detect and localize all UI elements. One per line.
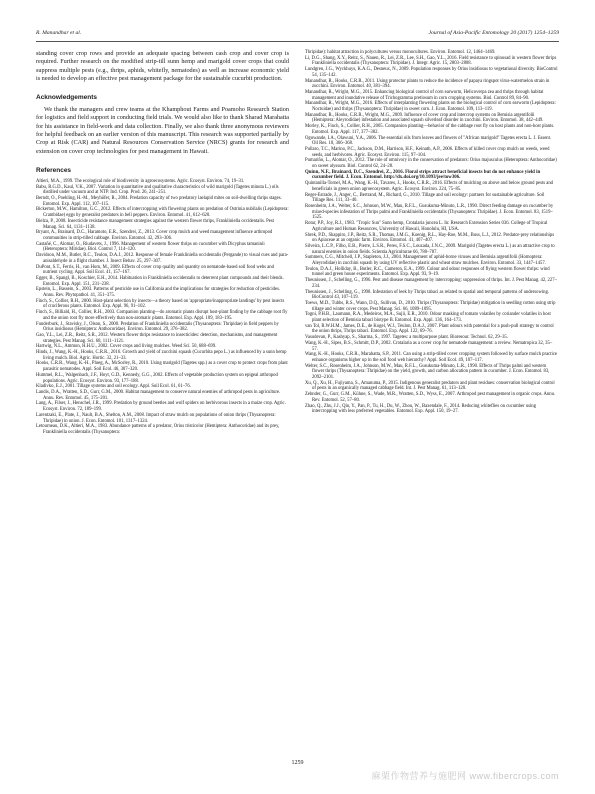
reference-entry: Hinds, J., Wang, K.-H., Hooks, C.R.R., 2016. Growth and yield of zucchini squash (Cucurbita pepo L.) as influenced by a sunn hemp living mulch. Biol. Agric. Hortic. 32, 21–33. xyxy=(36,350,287,361)
reference-entry: Reger-Estrade, J., Anger, C., Bertrand, M., Richard, G., 2010. Tillage and soil ecology: partners for sustainable agriculture. Soil Tillage Res. 111, 33–40. xyxy=(305,192,545,204)
reference-entry: Berndt, O., Poehling, H.-M., Meyhöfer, R., 2004. Predation capacity of two predatory laelapid mites on soil-dwelling thrips stages. Entomol. Exp. Appl. 112, 107–115. xyxy=(36,196,282,207)
reference-entry: Toews, M.D., Tubbs, R.S., Wann, D.Q., Sullivan, D., 2010. Thrips (Thysanoptera: Thripidae) mitigation in seedling cotton using strip tillage and winter cover crops. Pest Manag. Sci. 66, 1089–1095. xyxy=(305,300,556,312)
reference-entry: Summers, C.G., Mitchell, J.P., Stapleton, J.J., 2004. Management of aphid-borne viruses and Bemisia argentifolii (Homoptera: Aleyrodidae) in zucchini squash by using UV reflective plastic and wheat straw mulches. Environ. Entomol. 33, 1447–1457. xyxy=(305,255,546,267)
reference-entry: Letourneau, D.K., Altieri, M.A., 1983. Abundance patterns of a predator, Orius tristicolor (Hemiptera: Anthocoridae) and its prey, Frankliniella occidentalis (Thysanoptera: xyxy=(36,424,280,435)
reference-entry: Epstein, L., Bassein, S., 2003. Patterns of pesticide use in California and the implications for strategies for reduction of pesticides. Annu. Rev. Phytopathol. 41, 351–375. xyxy=(36,287,281,299)
acknowledgements-paragraph: We thank the managers and crew teams at the Khamphout Farms and Poamoho Research Station for logistics and field support in conducting field trials. We would also like to thank Sharad Marahatta for his assistance in field-work and data collection. Finally, we also thank three anonymous reviewers for helpful feedback on an earlier version of this manuscript. This research was supported partially by Crop at Risk (CAR) and Natural Resources Conservation Service (NRCS) grants for research and extension on cover crop technologies for pest management in Hawaii. xyxy=(36,106,289,155)
reference-list-left xyxy=(36,179,289,436)
reference-entry: Hartwig, N.L., Ammon, H.H.U., 2002. Cover crops and living mulches. Weed Sci. 50, 688–699. xyxy=(36,344,217,350)
header-authors: R. Manandhar et al. xyxy=(36,30,82,36)
reference-entry: Bielza, P., 2008. Insecticide resistance management strategies against the western flower thrips, Frankliniella occidentalis. Pest Manag. Sci. 64, 1131–1138. xyxy=(36,218,274,230)
references-heading: References xyxy=(36,166,72,174)
reference-entry: Morley, K., Finch, S., Collier, R.H., 2005. Companion planting—behavior of the cabbage root fly on host plants and non-host plants. Entomol. Exp. Appl. 117, 377–382. xyxy=(305,124,555,135)
reference-entry: Pumariño, L., Alomar, O., 2012. The role of omnivory in the conservation of predators: Orius majusculus (Heteroptera: Anthocoridae) on sweet alyssum. Biol. Control 62, 24–28. xyxy=(305,158,557,170)
reference-entry: Theunissen, J., Schelling, G., 1996. Pest and disease management by intercropping: suppression of thrips. Int. J. Pest Manag. 42, 227–234. xyxy=(305,278,557,289)
reference-entry: Li, D.G., Shang, X.Y., Reitz, S., Nauen, R., Lei, Z.R., Lee, S.H., Gao, Y.L., 2016. Field resistance to spinosad in western flower thrips Frankliniella occidentalis (Thysanoptera: Thripidae). J. Integr. Agric. 15, 2803–2808. xyxy=(305,55,557,67)
reference-entry: Bickerton, M.W., Hamilton, G.C., 2012. Effects of intercropping with flowering plants on predation of Ostrinia nubilalis (Lepidoptera: Crambidae) eggs by generalist predators in bell peppers. Environ. Entomol. 41, 612–620. xyxy=(36,207,289,219)
running-header xyxy=(36,30,559,40)
site-watermark: 麻栗作物营养与施肥网 www.fibercrops.com xyxy=(371,771,559,781)
reference-entry: Teulon, D.A.J., Holliday, B., Butler, R.C., Cameron, E.A., 1999. Colour and odour responses of flying western flower thrips: wind tunnel and green house experiments. Entomol. Exp. Appl. 93, 9–19. xyxy=(305,266,550,278)
reference-entry: Thripidae): habitat attraction in polycultures versus monocultures. Environ. Entomol. 12, 1464–1469. xyxy=(305,50,496,55)
reference-entry: Oguwande, I.A., Olawuni, Y.A., 2006. The essential oils from leaves and flowers of "African marigold" Tagetes erecta L. J. Essent. Oil Res. 18, 366–368. xyxy=(305,135,552,147)
reference-entry: Bryant, A., Brainard, D.C., Haramoto, E.R., Szendrei, Z., 2013. Cover crop mulch and weed management influence arthropod communities in strip-tilled cabbage. Environ. Entomol. 42, 293–306. xyxy=(36,230,273,241)
reference-entry: Welter, S.C., Rosenheim, J.A., Johnson, M.W., Mau, R.F.L., Gusukuma-Minuto, L.R., 1990. Effects of Thrips palmi and western flower thrips (Thysanoptera: Thripidae) on the yield, growth, and carbon allocation pattern in cucumber. J. Econ. Entomol. 83, 2092–2101. xyxy=(305,363,550,381)
reference-entry: Landis, D.A., Wratten, S.D., Gurr, G.M., 2000. Habitat management to conserve natural enemies of arthropod pests in agriculture. Annu. Rev. Entomol. 45, 175–201. xyxy=(36,389,281,401)
reference-entry: Hummel, R.L., Walgenbach, J.F., Hoyt, G.D., Kennedy, G.G., 2002. Effects of vegetable production system on epigeal arthropod populations. Agric. Ecosyst. Environ. 93, 177–188. xyxy=(36,372,278,384)
reference-entry: Manandhar, R., Wright, M.G., 2015. Enhancing biological control of corn earworm, Helicoverpa zea and thrips through habitat management and inundative release of Trichogramma pretiosum in corn cropping systems. Biol. Control 89, 84–90. xyxy=(305,89,544,101)
reference-entry: Wang, K.-H., Sipes, B.S., Schmitt, D.P., 2002. Crotalaria as a cover crop for nematode management: a review. Nematropica 32, 35–57. xyxy=(305,340,553,352)
acknowledgements-heading: Acknowledgements xyxy=(36,94,98,102)
reference-entry: Rosenheim, J.A., Welter, S.C., Johnson, M.W., Mau, R.F.L., Gusukuma-Minuto, L.R., 1990. Direct feeding damage on cucumber by mixed-species infestation of Thrips palmi and Frankliniella occidentalis (Thysanoptera: Thripidae). J. Econ. Entomol. 83, 1519–1525. xyxy=(305,203,554,221)
reference-entry: Theunissen, J., Schelling, G., 1998. Infestation of leek by Thrips tabaci as related to spatial and temporal patterns of undersowing. BioControl 43, 107–119. xyxy=(305,289,549,301)
reference-entry: Larentzaki, E., Plate, J., Nault, B.A., Shelton, A.M., 2008. Impact of straw mulch on populations of onion thrips (Thysanoptera: Thripidae) in onion. J. Econ. Entomol. 101, 1317–1324. xyxy=(36,412,276,424)
conclusion-paragraph: standing cover crop rows and provide an adequate spacing between cash crop and cover crop is required. Further research on the modified strip-till sunn hemp and marigold cover crops that could suppress multiple pests (e.g., thrips, aphids, whitefly, nematodes) as well as increase economic yield is needed to develop an effective pest management package for the sustainable cucurbit production. xyxy=(36,50,289,82)
header-journal: Journal of Asia-Pacific Entomology 20 (2017) 1254–1259 xyxy=(428,30,559,36)
reference-entry: Manandhar, R., Hooks, C.R.R., 2011. Using protector plants to reduce the incidence of papaya ringspot virus-watermelon strain in zucchini. Environ. Entomol. 40, 381–394. xyxy=(305,78,550,90)
reference-entry: Funderburk, J., Stavisky, J., Olson, S., 2000. Predation of Frankliniella occidentalis (Thysanoptera: Thripidae) in field peppers by Orius insidiosus (Hemiptera: Anthocoridae). Environ. Entomol. 29, 376–382. xyxy=(36,321,279,333)
reference-entry: Finch, S., Collier, R.H., 2000. Host-plant selection by insects—a theory based on 'appropriate/inappropriate landings' by pest insects of cruciferous plants. Entomol. Exp. Appl. 96, 91–102. xyxy=(36,298,285,310)
reference-entry: Manandhar, R., Hooks, C.R.R., Wright, M.G., 2009. Influence of cover crop and intercrop systems on Bemisia argentifolii (Hemiptera: Aleyrodidae) infestation and associated squash silverleaf disorder in zucchini. Environ. Entomol. 38, 442–449. xyxy=(305,112,544,124)
reference-entry: Gao, Y.L., Lei, Z.R., Reitz, S.R., 2012. Western flower thrips resistance to insecticides: detection, mechanisms, and management strategies. Pest Manag. Sci. 68, 1111–1121. xyxy=(36,332,278,344)
reference-entry: Babu, R.G.D., Kaul, V.K., 2007. Variation in quantitative and qualitative characteristics of wild marigold (Tagetes minuta L.) oils distilled under vacuum and at NTP. Ind. Crop. Prod. 26, 241–251. xyxy=(36,184,279,196)
reference-entry: Lang, A., Filser, J., Henschel, J.R., 1999. Predation by ground beetles and wolf spiders on herbivorous insects in a maize crop. Agric. Ecosyst. Environ. 72, 189–199. xyxy=(36,401,286,413)
reference-entry: Quintanilla-Tornel, M.A., Wang, K.-H., Tavares, J., Hooks, C.R.R., 2016. Effects of mulching on above and below ground pests and beneficials in green onion agroecosystem. Agric. Ecosyst. Environ. 224, 75–85. xyxy=(305,181,554,192)
reference-entry: Vasudevan, P., Kashyap, S., Sharma, S., 1997. Tagetes: a multipurpose plant. Bioresour. Technol. 62, 29–35. xyxy=(305,335,508,341)
reference-entry: Rotar, P.P., Joy, R.J., 1983. "Tropic Sun" Sunn hemp, Crotalaria juncea L. In: Research Extension Series 036. College of Tropical Agriculture and Human Resources, University of Hawaii, Honolulu, HI, USA. xyxy=(305,221,548,232)
reference-entry: Kladivko, E.J., 2001. Tillage systems and soil ecology. Appl. Soil Ecol. 61, 61–76. xyxy=(36,384,191,390)
reference-entry: Altieri, M.A., 1999. The ecological role of biodiversity in agroecosystems. Agric. Ecosyst. Environ. 74, 19–31. xyxy=(36,178,245,184)
reference-list-right xyxy=(305,50,558,415)
reference-entry: Quinn, N.F., Brainard, D.C., Szendrei, Z., 2016. Floral strips attract beneficial insects but do not enhance yield in cucumber field. J. Econ. Entomol. http://dx.doi.org/10.1093/jee/tow306. xyxy=(305,169,541,181)
reference-entry: Xu, Q., Xu, H., Fujiyama, S., Amanuma, P., 2015. Indigenous generalist predators and plant residues: conservation biological control of pests in an organically managed cabbage field. Int. J. Pest Manag. 61, 113–120. xyxy=(305,380,555,392)
reference-entry: van Tol, R.W.H.M., James, D.E., de Kogel, W.J., Teulon, D.A.J., 2007. Plant odours with potential for a push-pull strategy to control the onion thrips, Thrips tabaci. Entomol. Exp. Appl. 122, 69–76. xyxy=(305,323,554,335)
reference-entry: Togni, P.H.B., Laumann, R.A., Medeiros, M.A., Sujii, E.R., 2010. Odour masking of tomato volatiles by coriander volatiles in host plant selection of Bemisia tabaci biotype B. Entomol. Exp. Appl. 136, 164–173. xyxy=(305,312,551,324)
reference-entry: Lundgren, J.G., Wyckhuys, K.A.G., Desneux, N., 2009. Population responses by Orius insidiosus to vegetational diversity. BioControl 54, 135–142. xyxy=(305,67,558,78)
reference-entry: Zhao, Q., Zhu, J.J., Qin, Y., Pan, P., Tu, H., Du, W., Zhou, W., Baxendale, F., 2014. Reducing whiteflies on cucumber using intercropping with less preferred vegetables. Entomol. Exp. Appl. 150, 19–27. xyxy=(305,403,536,415)
reference-entry: Egger, B., Spangl, B., Koschier, E.H., 2014. Habituation in Frankliniella occidentalis to deterrent plant compounds and their blends. Entomol. Exp. Appl. 151, 231–238. xyxy=(36,275,284,287)
reference-entry: Davidson, M.M., Butler, R.C., Teulon, D.A.J., 2012. Response of female Frankliniella occidentalis (Pergande) to visual cues and para-anisaldehyde in a flight chamber. J. Insect Behav. 25, 297–307. xyxy=(36,253,289,264)
reference-entry: Wang, K.-H., Hooks, C.R.R., Marahatta, S.P., 2011. Can using a strip-tilled cover cropping system followed by surface mulch practice enhance organisms higher up in the soil food web hierarchy? Appl. Soil Ecol. 49, 107–117. xyxy=(305,352,558,363)
right-column xyxy=(305,50,558,415)
reference-entry: DuPont, S.T., Ferris, H., van Horn, M., 2009. Effects of cover crop quality and quantity on nematode-based soil food webs and nutrient cycling. Appl. Soil Ecol. 41, 157–167. xyxy=(36,264,274,276)
reference-entry: Manandhar, R., Wright, M.G., 2016. Effects of interplanting flowering plants on the biological control of corn earworm (Lepidoptera: Noctuidae) and thrips (Thysanoptera: Thripidae) in sweet corn. J. Econ. Entomol. 109, 113–119. xyxy=(305,101,556,113)
header-rule xyxy=(36,41,559,42)
reference-entry: Finch, S., Billiald, H., Collier, R.H., 2003. Companion planting—do aromatic plants disrupt host-plant finding by the cabbage root fly and the onion root fly more effectively than non-aromatic plants. Entomol. Exp. Appl. 109, 183–195. xyxy=(36,310,288,321)
reference-entry: Pullaro, T.C., Marino, P.C., Jackson, D.M., Harrison, H.F., Keinath, A.P., 2006. Effects of killed cover crop mulch on weeds, weed seeds, and herbivores. Agric. Ecosyst. Environ. 115, 97–104. xyxy=(305,146,550,158)
reference-entry: Hooks, C.R.R., Wang, K.-H., Ploeg, A., McSorley, R., 2010. Using marigold (Tagetes spp.) as a cover crop to protect crops from plant parasitic nematodes. Appl. Soil Ecol. 46, 307–320. xyxy=(36,361,288,373)
left-column xyxy=(36,50,289,436)
reference-entry: Zehnder, G., Gurr, G.M., Kühne, S., Wade, M.R., Wratten, S.D., Wyss, E., 2007. Arthropod pest management in organic crops. Annu. Rev. Entomol. 52, 57–80. xyxy=(305,392,556,403)
reference-entry: Silveira, L.C.P., Filho, E.B., Pierre, L.S.R., Peres, F.S.C., Louzada, J.N.C., 2009. Marigold (Tagetes erecta L.) as an attractive crop to natural enemies in onion fields. Scientia Agriculturae 66, 780–787. xyxy=(305,243,555,255)
page-number: 1259 xyxy=(291,760,304,766)
reference-entry: Shrek, P.D., Shappiro, J.P., Reitz, S.R., Thomas, J.M.G., Koenig, R.L., Hay-Roe, M.M., Buss, L.J., 2012. Predator-prey relationships on Apiaceae at an organic farm. Environ. Entomol. 41, 407–407. xyxy=(305,232,555,244)
reference-entry: Castañé, C., Alomar, O., Riudavets, J., 1996. Management of western flower thrips on cucumber with Dicyphus tamaninii (Heteroptera: Miridae). Biol. Control 7, 114–120. xyxy=(36,241,265,253)
